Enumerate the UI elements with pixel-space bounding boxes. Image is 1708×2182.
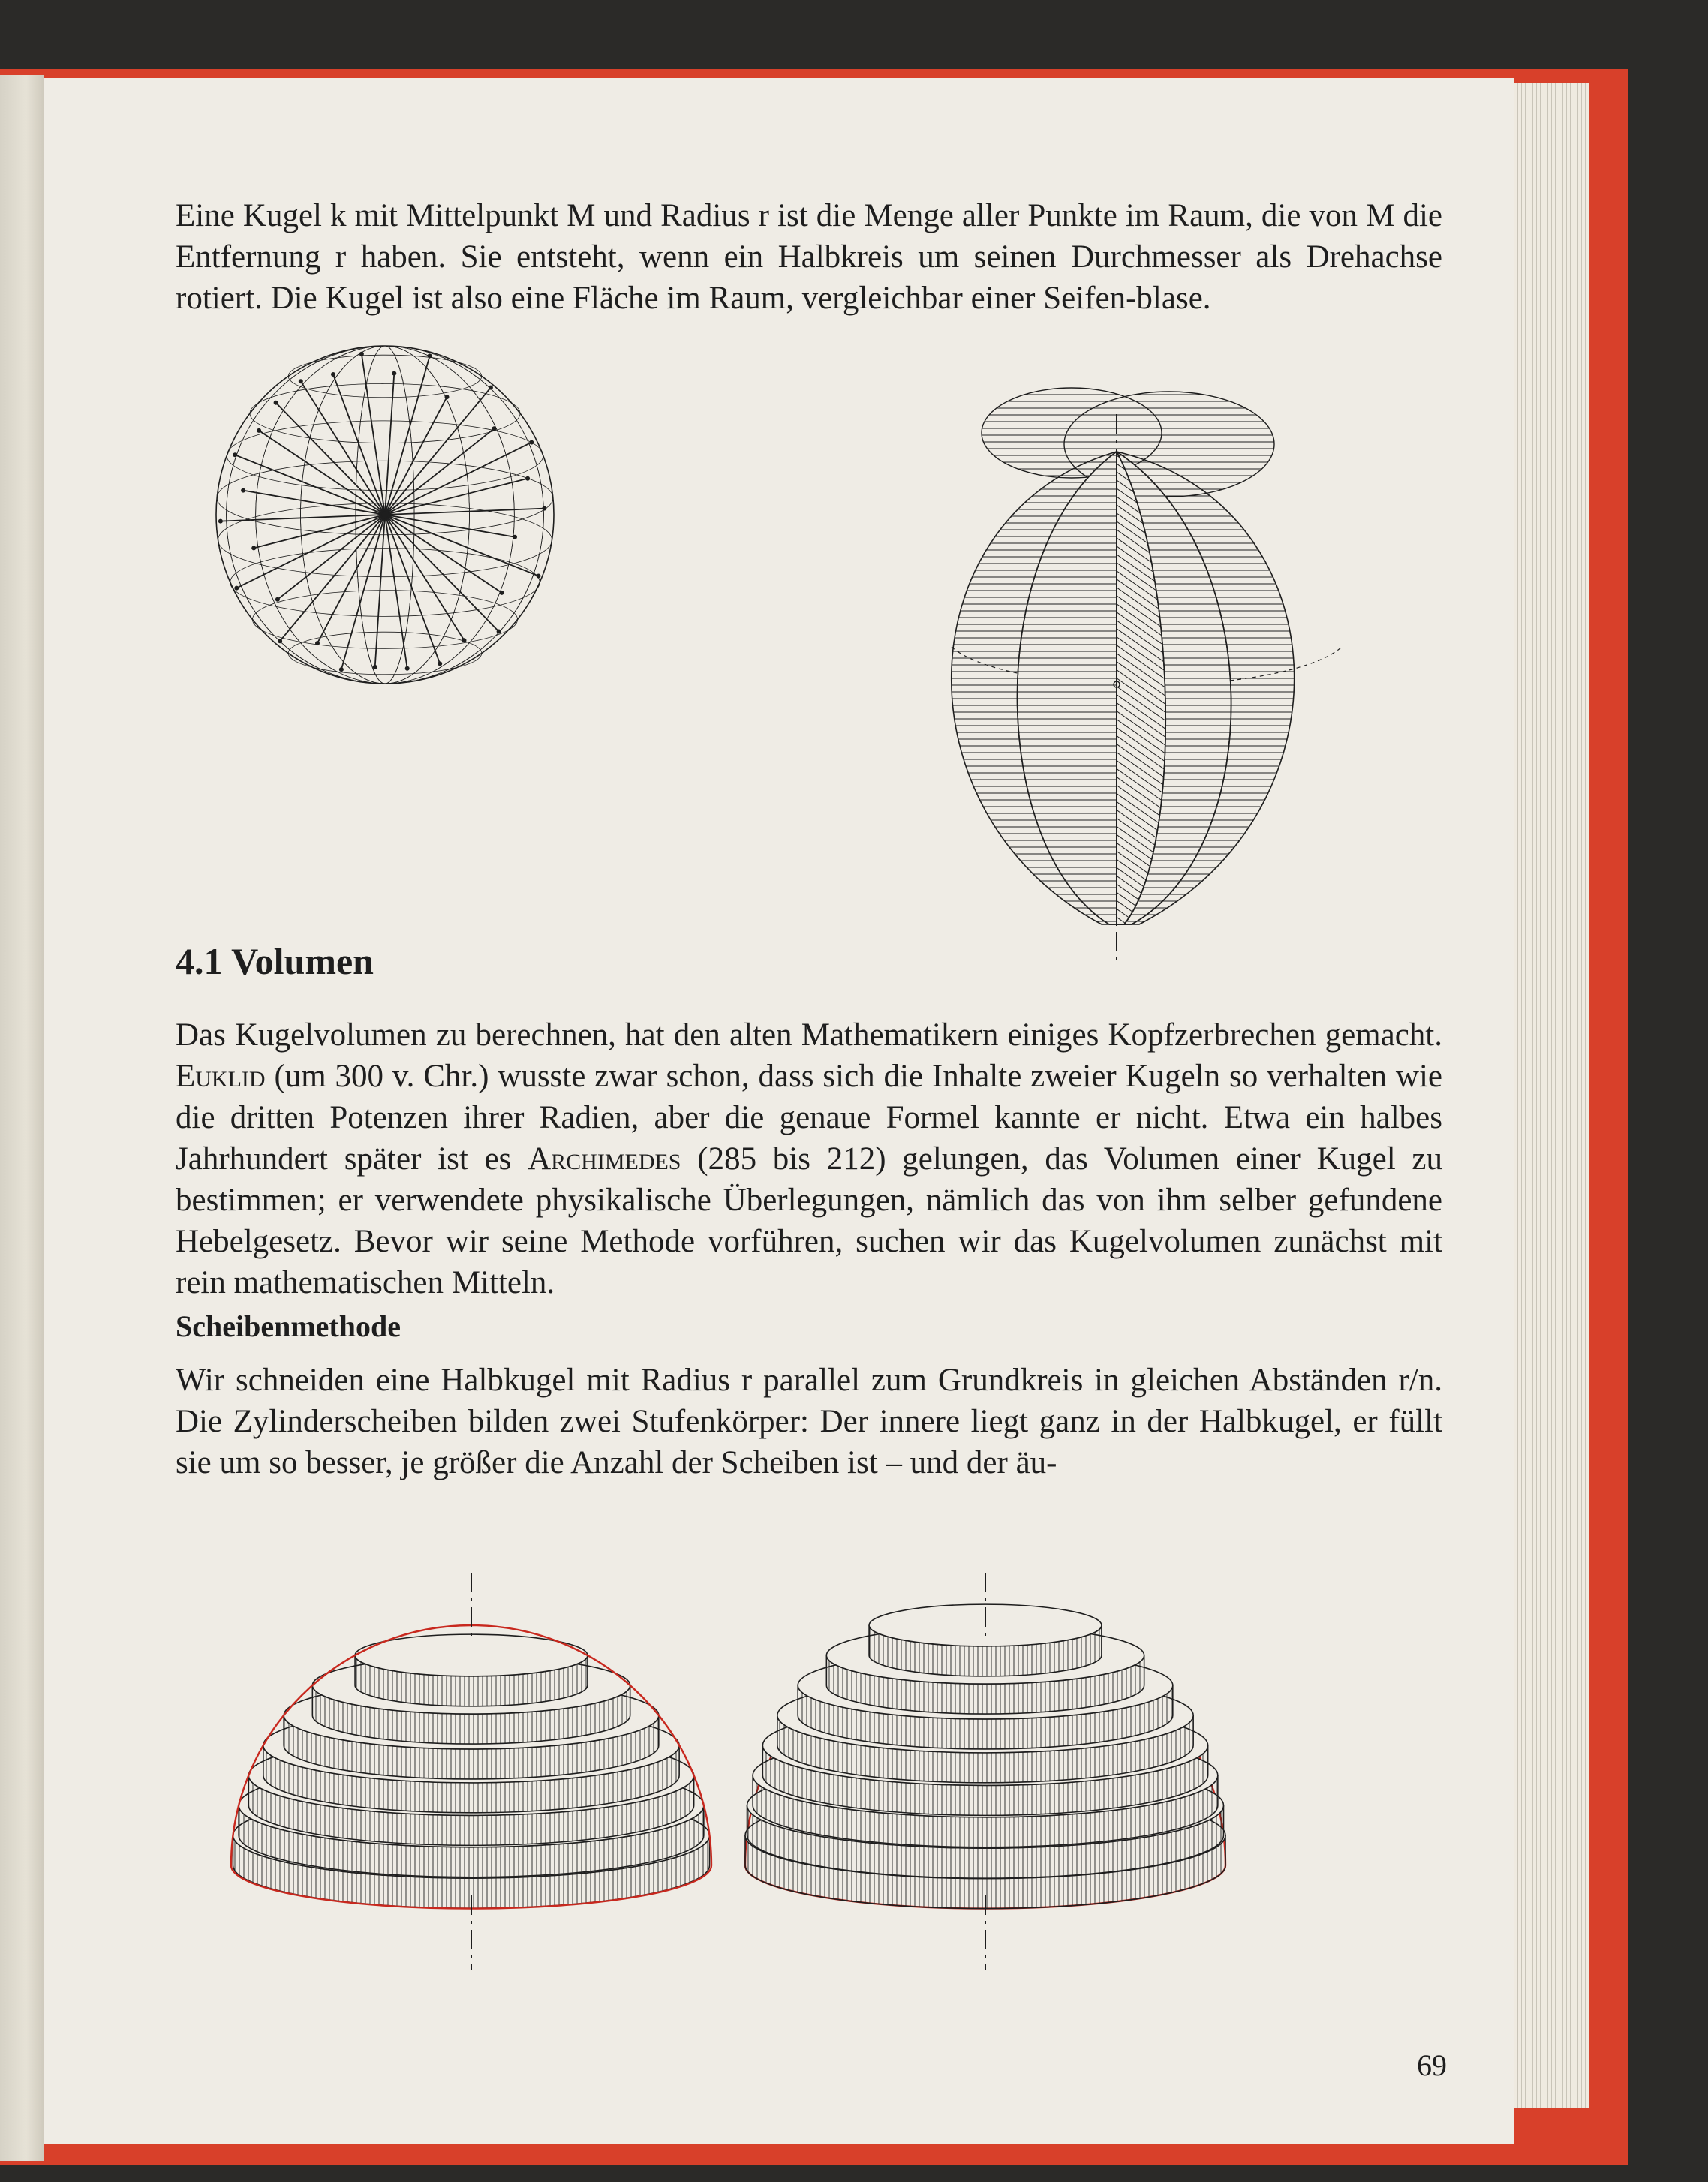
radius-line: [385, 374, 394, 515]
sphere-point: [500, 591, 504, 595]
outer-step-body-figure: [786, 1513, 1177, 2008]
disc-method-paragraph: Wir schneiden eine Halbkugel mit Radius r parallel zum Grundkreis in gleichen Abständen r/n. Die Zylinderscheiben bilden zwei Stufenkörper: Der innere liegt ganz in der Halbkugel, er füllt sie um so besser, je größer die Anzahl der Scheiben ist – und der äu-: [176, 1363, 1442, 1480]
sphere-point: [274, 401, 278, 405]
page-number: 69: [1417, 2048, 1447, 2082]
radius-line: [385, 428, 494, 515]
latitude-circle: [227, 421, 543, 491]
radius-line: [385, 443, 531, 515]
sphere-point: [445, 395, 450, 399]
sphere-point: [275, 597, 280, 602]
sphere-point: [241, 488, 245, 493]
sphere-point: [233, 452, 237, 457]
sphere-point: [537, 574, 541, 579]
sphere-point: [392, 371, 396, 376]
sphere-radii-figure: [212, 342, 558, 687]
sphere-point: [257, 428, 261, 433]
sphere-point: [529, 440, 534, 445]
person-euklid: Euklid: [176, 1059, 266, 1094]
sphere-point: [299, 379, 303, 383]
sphere-point: [438, 661, 442, 666]
sphere-point: [405, 666, 410, 671]
sphere-point: [278, 639, 282, 643]
sphere-point: [339, 667, 344, 672]
sphere-point: [513, 535, 517, 539]
sphere-point: [331, 372, 335, 377]
section-title: 4.1 Volumen: [176, 940, 374, 982]
latitude-circle: [288, 355, 482, 398]
radius-line: [221, 515, 385, 521]
sphere-point: [234, 586, 239, 591]
radius-line: [278, 515, 385, 600]
subheading-scheibenmethode: Scheibenmethode: [176, 1309, 401, 1343]
radius-line: [276, 403, 385, 515]
sphere-point: [359, 352, 364, 356]
radius-line: [385, 388, 491, 515]
book-page: [44, 78, 1514, 2144]
latitude-circle: [250, 383, 520, 443]
sphere-point: [542, 506, 546, 511]
sphere-point: [462, 638, 467, 642]
radius-line: [243, 491, 385, 515]
sphere-point: [525, 476, 530, 481]
radius-line: [385, 509, 544, 515]
person-archimedes: Archimedes: [528, 1141, 681, 1177]
sphere-point: [428, 353, 432, 358]
radius-line: [341, 515, 385, 669]
sphere-point: [497, 630, 501, 634]
left-page-edge: [0, 75, 44, 2161]
volume-paragraph: [176, 1014, 1442, 1303]
inner-step-body-figure: [269, 1513, 674, 2008]
sphere-point: [315, 641, 320, 645]
intro-paragraph: Eine Kugel k mit Mittelpunkt M und Radius r ist die Menge aller Punkte im Raum, die von M die Entfernung r haben. Sie entsteht, wenn ein Halbkreis um seinen Durchmesser als Drehachse rotiert. Die Kugel ist also eine Fläche im Raum, vergleichbar einer Seifen-blase.: [176, 198, 1442, 316]
sphere-point: [492, 426, 496, 431]
latitude-circle: [288, 632, 482, 675]
latitude-circle: [252, 591, 517, 649]
radius-line: [375, 515, 385, 667]
radius-line: [280, 515, 385, 641]
para1-part2: (um 300 v. Chr.) wusste zwar schon, dass sich die Inhalte zweier Kugeln so verhalten wie die dritten Potenzen ihrer Radien, aber die genaue Formel kannte er nicht. Etwa ein halbes Jahrhundert später ist es: [176, 1059, 1442, 1177]
para1-part3: (285 bis 212) gelungen, das Volumen einer Kugel zu bestimmen; er verwendete physikalische Überlegungen, nämlich das von ihm selber gefundene Hebelgesetz. Bevor wir seine Methode vorführen, suchen wir das Kugelvolumen zunächst mit rein mathematischen Mitteln.: [176, 1141, 1443, 1300]
center-point: [382, 512, 389, 518]
sphere-point: [251, 546, 256, 550]
radius-line: [385, 397, 447, 515]
sphere-point: [489, 386, 493, 390]
para1-part1: Das Kugelvolumen zu berechnen, hat den alten Mathematikern einiges Kopfzerbrechen gemacht.: [176, 1017, 1442, 1053]
radius-line: [385, 356, 430, 515]
sphere-point: [373, 665, 377, 669]
sphere-point: [218, 519, 223, 524]
inner-disc-top: [355, 1634, 588, 1676]
sphere-rotation-figure: [816, 324, 1372, 894]
radius-line: [385, 515, 407, 669]
